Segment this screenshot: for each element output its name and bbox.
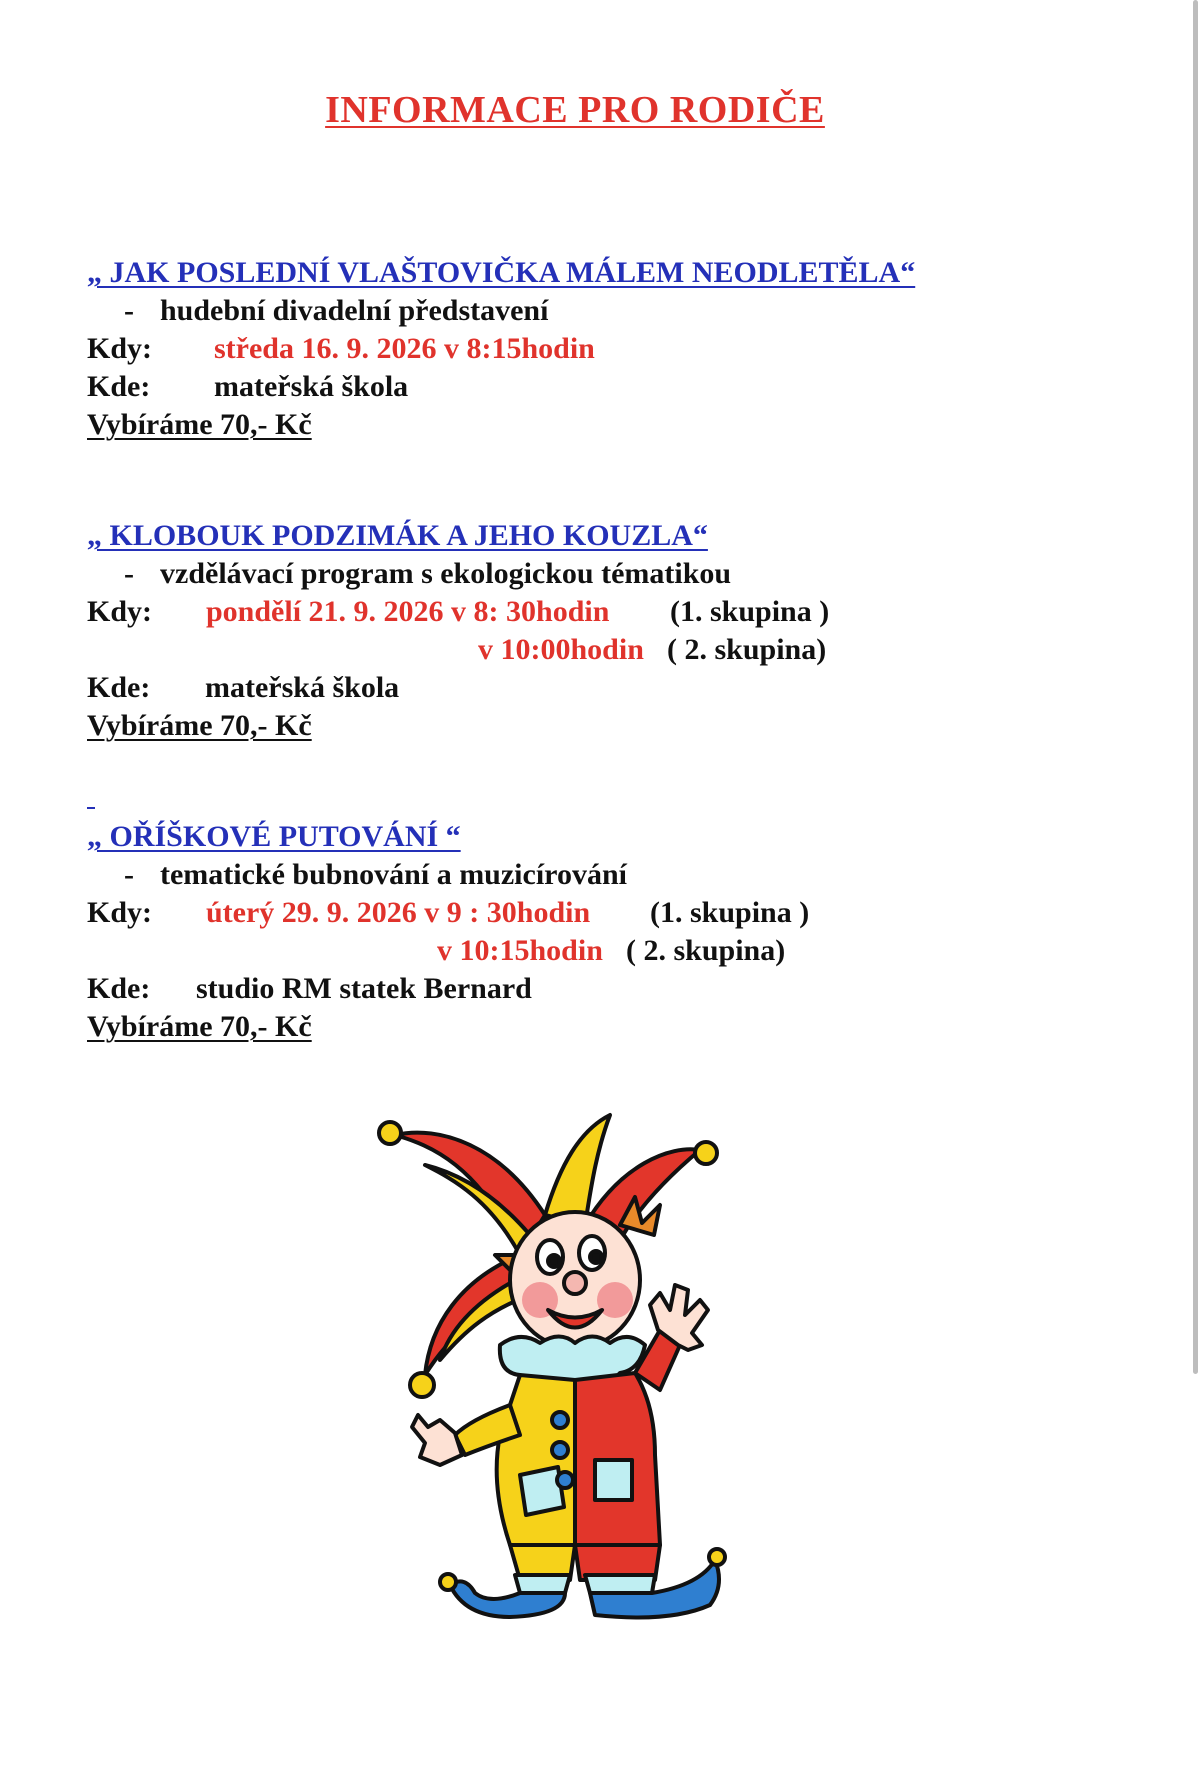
event-1-price: Vybíráme 70,- Kč bbox=[87, 408, 312, 441]
event-2-subtitle-row bbox=[124, 555, 731, 593]
event-1-where-label: Kde: bbox=[87, 370, 151, 403]
event-1-title: „ JAK POSLEDNÍ VLAŠTOVIČKA MÁLEM NEODLETĚLA“ bbox=[87, 256, 916, 289]
event-2-when-value: pondělí 21. 9. 2026 v 8: 30hodin bbox=[206, 595, 610, 628]
event-3-when-label: Kdy: bbox=[87, 896, 153, 929]
scrollbar[interactable] bbox=[1189, 0, 1201, 1789]
event-3-when-value-2: v 10:15hodin bbox=[437, 934, 603, 967]
event-1-dash: - bbox=[124, 294, 134, 327]
event-2-title: „ KLOBOUK PODZIMÁK A JEHO KOUZLA“ bbox=[87, 519, 708, 552]
event-3-where-value: studio RM statek Bernard bbox=[196, 972, 532, 1005]
event-2-where-label: Kde: bbox=[87, 671, 151, 704]
event-3-when-group-2: ( 2. skupina) bbox=[626, 934, 786, 967]
event-3-price: Vybíráme 70,- Kč bbox=[87, 1010, 312, 1043]
event-2-price: Vybíráme 70,- Kč bbox=[87, 709, 312, 742]
event-1-subtitle-row bbox=[124, 292, 548, 330]
event-2-when-value-2: v 10:00hodin bbox=[478, 633, 644, 666]
event-2-where-value: mateřská škola bbox=[205, 671, 400, 704]
event-3-subtitle-row bbox=[124, 856, 627, 894]
event-3-when-value: úterý 29. 9. 2026 v 9 : 30hodin bbox=[206, 896, 591, 929]
stray-underline-mark bbox=[87, 807, 95, 809]
event-2-dash: - bbox=[124, 557, 134, 590]
event-1-when-value: středa 16. 9. 2026 v 8:15hodin bbox=[214, 332, 595, 365]
event-3-when-group: (1. skupina ) bbox=[650, 896, 810, 929]
event-1-when-label: Kdy: bbox=[87, 332, 153, 365]
event-2-when-group: (1. skupina ) bbox=[670, 595, 830, 628]
scrollbar-thumb[interactable] bbox=[1193, 0, 1198, 1374]
event-1-subtitle: hudební divadelní představení bbox=[160, 294, 549, 327]
event-2-when-group-2: ( 2. skupina) bbox=[667, 633, 827, 666]
event-3-subtitle: tematické bubnování a muzicírování bbox=[160, 858, 627, 891]
event-3-title: „ OŘÍŠKOVÉ PUTOVÁNÍ “ bbox=[87, 820, 461, 853]
event-3-where-label: Kde: bbox=[87, 972, 151, 1005]
event-2-subtitle: vzdělávací program s ekologickou tématikou bbox=[160, 557, 732, 590]
event-3-dash: - bbox=[124, 858, 134, 891]
page-title: INFORMACE PRO RODIČE bbox=[325, 89, 825, 131]
event-2-when-label: Kdy: bbox=[87, 595, 153, 628]
event-1-where-value: mateřská škola bbox=[214, 370, 409, 403]
jester-clown-illustration bbox=[370, 1105, 780, 1625]
